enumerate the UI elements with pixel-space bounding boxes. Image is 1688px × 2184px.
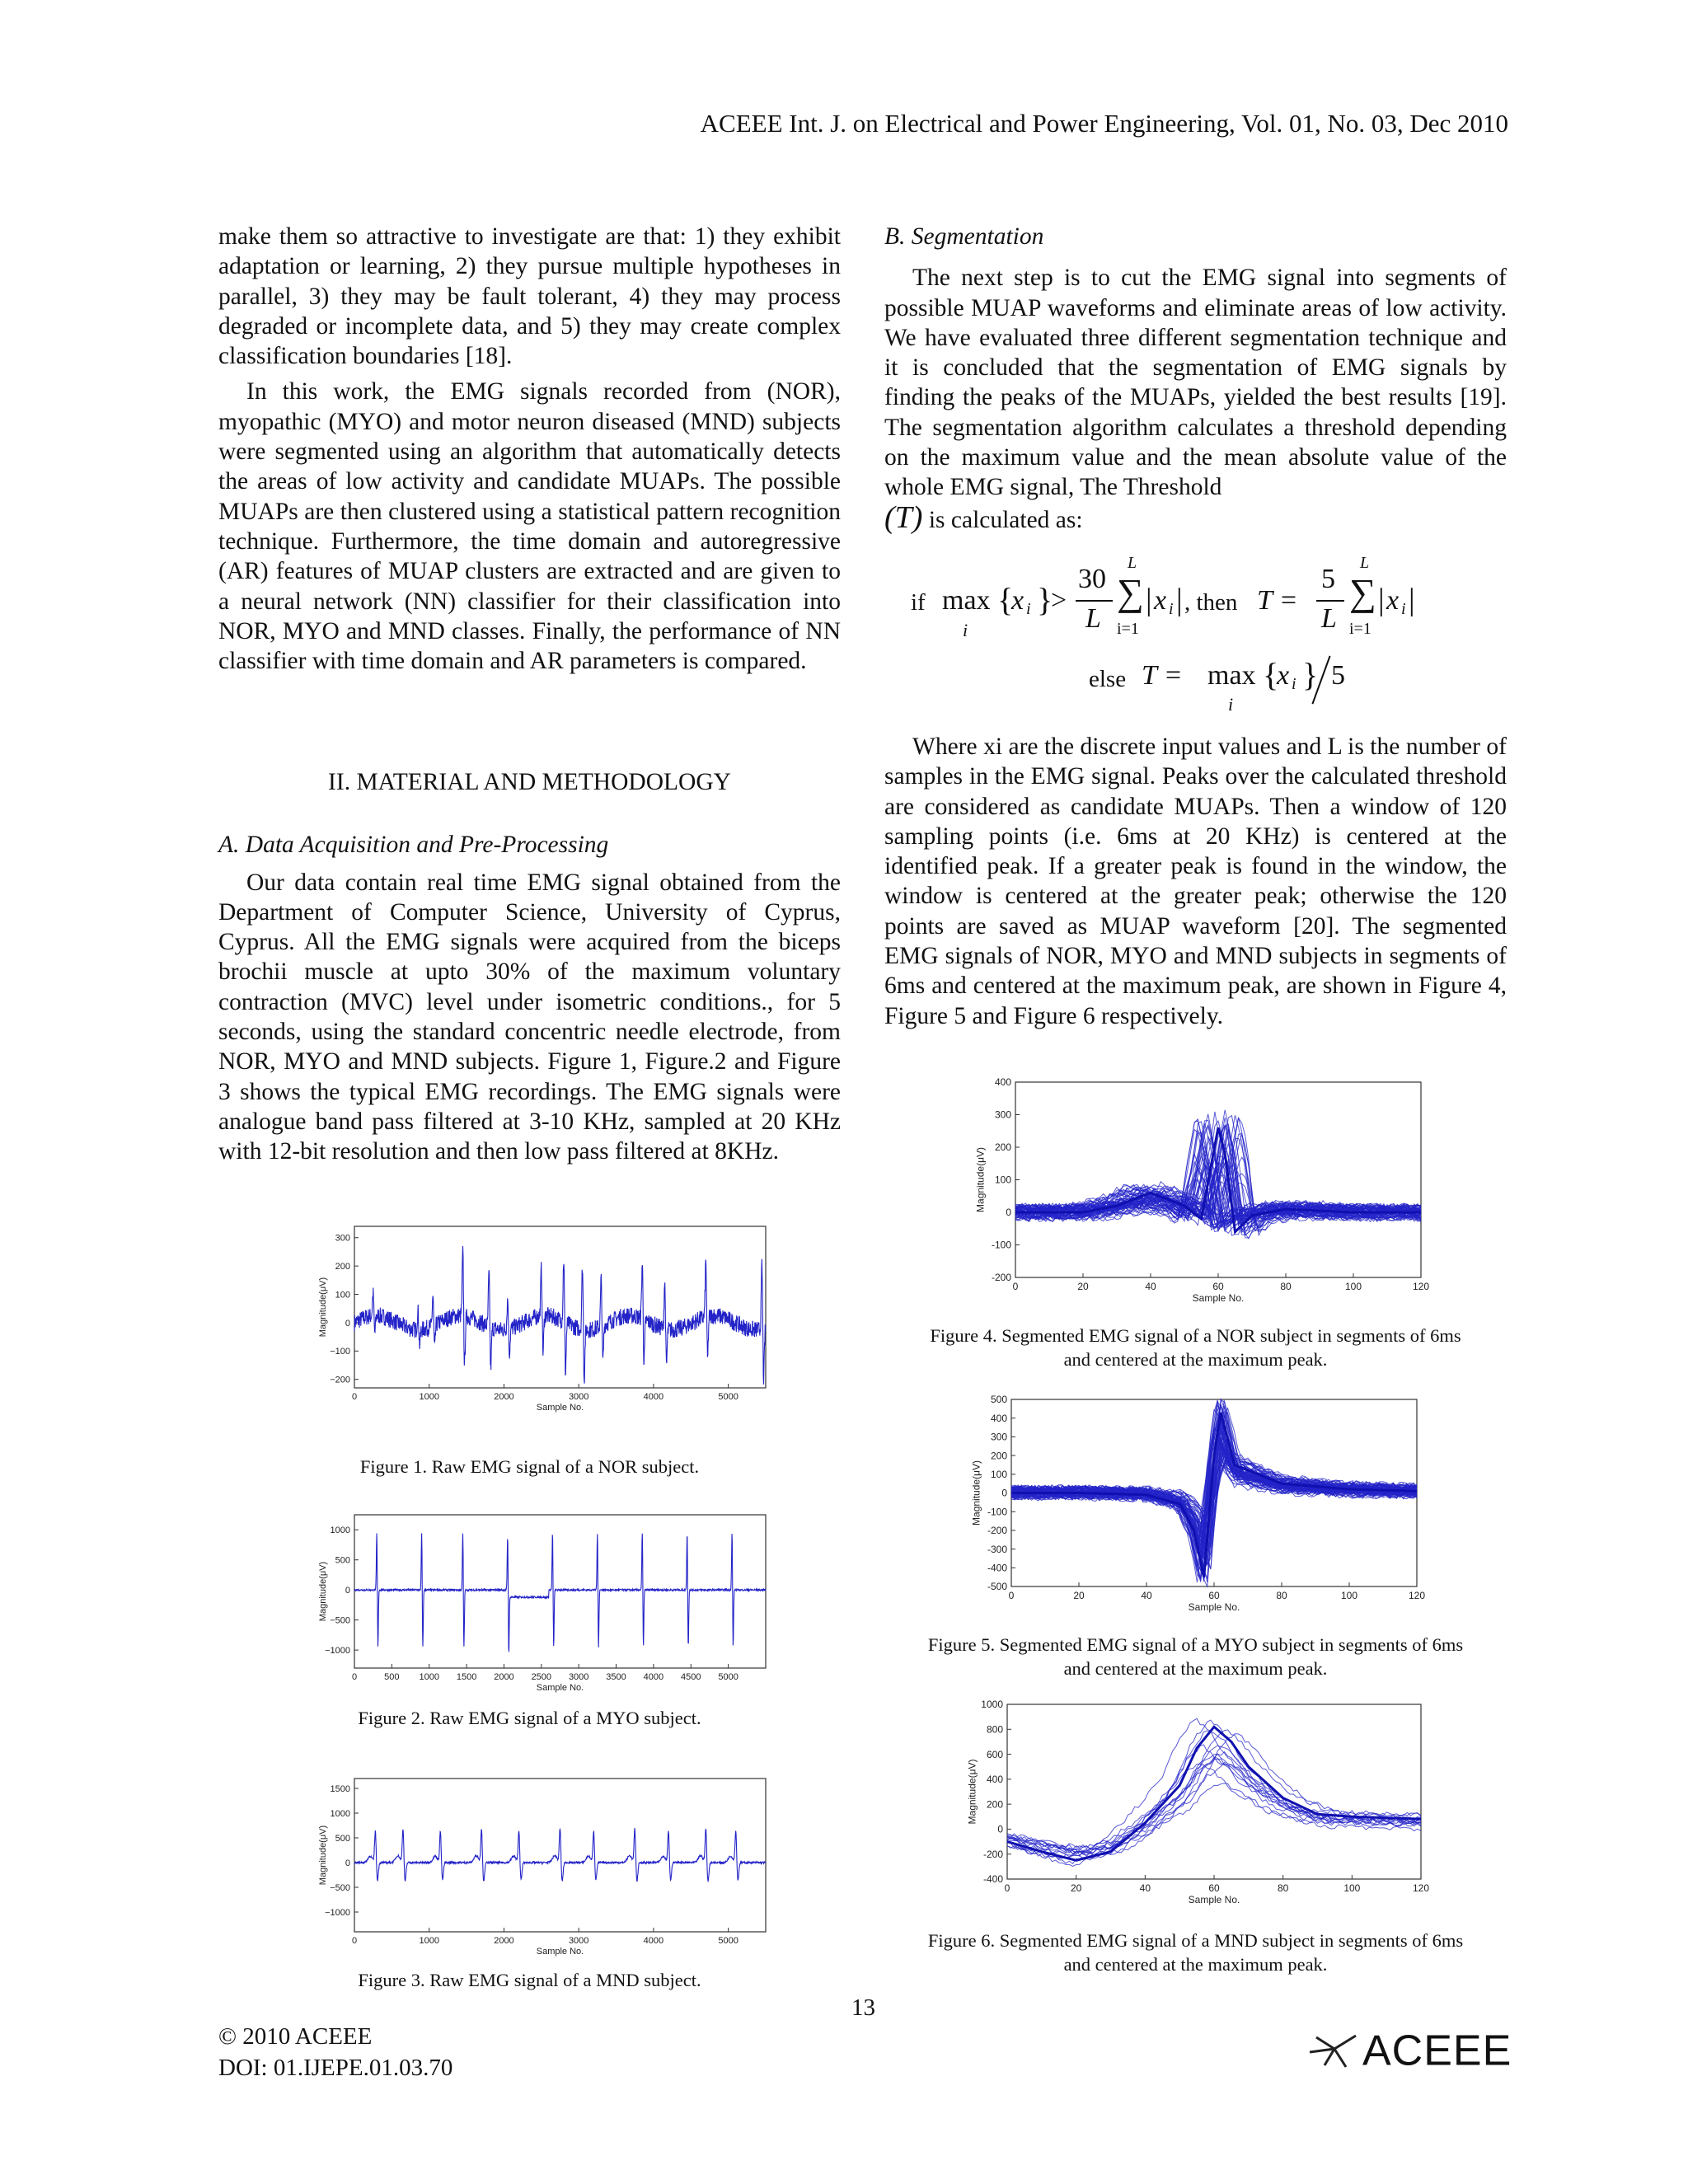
- x-tick-label: 3000: [568, 1672, 589, 1682]
- x-tick-label: 100: [1340, 1590, 1358, 1601]
- y-tick-label: 0: [345, 1586, 350, 1596]
- figure-2: [309, 1508, 771, 1698]
- data-paragraph: Our data contain real time EMG signal obtained from the Department of Computer Science, University of Cyprus, Cyprus. All the EMG signals were acquired from the biceps brochii muscle at upto 30% of the maximum voluntary contraction (MVC) level under isometric conditions., for 5 seconds, using the standard concentric needle electrode, from NOR, MYO and MND subjects. Figure 1, Figure.2 and Figure 3 shows the typical EMG recordings. The EMG signals were analogue band pass filtered at 3-10 KHz, sampled at 20 KHz with 12-bit resolution and then low pass filtered at 8KHz.: [218, 869, 841, 1165]
- x-tick-label: 2500: [531, 1672, 552, 1682]
- y-tick-label: -400: [982, 1873, 1003, 1886]
- x-axis-label: Sample No.: [536, 1683, 584, 1693]
- plot-frame: [354, 1226, 766, 1388]
- y-tick-label: 400: [990, 1412, 1007, 1424]
- y-tick-label: 0: [1006, 1207, 1011, 1219]
- y-tick-label: 0: [997, 1823, 1003, 1835]
- work-paragraph: In this work, the EMG signals recorded from (NOR), myopathic (MYO) and motor neuron diseased (MND) subjects were segmented using an algorithm that automatically detects the areas of low activity and candidate MUAPs. The possible MUAPs are then clustered using a statistical pattern recognition technique. Furthermore, the time domain and autoregressive (AR) features of MUAP clusters are extracted and are given to a neural network (NN) classifier for their classification into NOR, MYO and MND classes. Finally, the performance of NN classifier with time domain and AR parameters is compared.: [218, 378, 841, 675]
- figure-2-chart: [309, 1508, 771, 1698]
- eq-T-equals: T =: [1257, 585, 1298, 616]
- x-tick-label: 0: [351, 1936, 358, 1946]
- page-number: 13: [851, 1994, 875, 2021]
- x-tick-label: 1000: [419, 1672, 439, 1682]
- x-tick-label: 2000: [494, 1392, 514, 1402]
- eq-x-sub-2: i: [1169, 600, 1174, 618]
- aceee-logo: [1306, 2023, 1512, 2075]
- figure-3-chart: [309, 1772, 771, 1961]
- y-tick-label: 500: [335, 1555, 350, 1566]
- x-axis-label: Sample No.: [1188, 1601, 1240, 1613]
- eq-x-sub-3: i: [1401, 600, 1406, 618]
- eq-then: , then: [1184, 589, 1238, 616]
- eq-max-2: max: [1207, 660, 1256, 691]
- y-tick-label: 400: [986, 1774, 1003, 1786]
- figure-4-chart: [964, 1076, 1430, 1310]
- x-tick-label: 3000: [568, 1392, 589, 1402]
- x-tick-label: 120: [1412, 1281, 1430, 1292]
- y-tick-label: −1000: [325, 1907, 350, 1918]
- y-tick-label: −100: [330, 1347, 350, 1357]
- y-tick-label: -100: [991, 1239, 1011, 1251]
- threshold-equation: if max i { x i } > 30 L L ∑ i=1 | x i | , then T = 5 L L ∑ i=1 | x i | else T = max i { x i } 5: [911, 554, 1415, 715]
- x-tick-label: 1000: [419, 1392, 439, 1402]
- eq-if: if: [911, 589, 926, 616]
- y-tick-label: 400: [994, 1076, 1011, 1089]
- x-tick-label: 4000: [643, 1672, 664, 1682]
- aceee-logo-text: ACEEE: [1362, 2027, 1512, 2075]
- y-tick-label: -200: [991, 1272, 1011, 1284]
- right-column-where: [884, 732, 1507, 1031]
- figure-1-chart: [309, 1220, 771, 1418]
- x-tick-label: 4000: [643, 1936, 664, 1946]
- figure-6-caption-line1: Figure 6. Segmented EMG signal of a MND subject in segments of 6ms: [927, 1930, 1464, 1951]
- y-tick-label: −1000: [325, 1645, 350, 1656]
- y-axis-label: Magnitude(μV): [317, 1277, 328, 1338]
- where-paragraph: Where xi are the discrete input values and L is the number of samples in the EMG signal. Peaks over the calculated threshold are considered as candidate MUAPs. Then a window of 120 sampling points (i.e. 6ms at 20 KHz) is centered at the identified peak. If a greater peak is found in the window, the window is centered at the greater peak; otherwise the 120 points are saved as MUAP waveform [20]. The segmented EMG signals of NOR, MYO and MND subjects in segments of 6ms and centered at the maximum peak, are shown in Figure 4, Figure 5 and Figure 6 respectively.: [884, 733, 1507, 1029]
- x-tick-label: 80: [1277, 1882, 1289, 1894]
- y-tick-label: 500: [335, 1833, 350, 1844]
- segmentation-text: The next step is to cut the EMG signal into segments of possible MUAP waveforms and eliminate areas of low activity. We have evaluated three different segmentation technique and it is concluded that the segmentation of EMG signals by finding the peaks of the MUAPs, yielded the best results [19]. The segmentation algorithm calculates a threshold depending on the maximum value and the mean absolute value of the whole EMG signal, The Threshold: [884, 265, 1507, 501]
- x-axis-label: Sample No.: [536, 1403, 584, 1413]
- x-tick-label: 80: [1280, 1281, 1292, 1292]
- section-title: II. MATERIAL AND METHODOLOGY: [328, 769, 731, 795]
- y-tick-label: 0: [345, 1318, 350, 1329]
- y-tick-label: 300: [994, 1108, 1011, 1121]
- y-axis-label: Magnitude(μV): [966, 1759, 978, 1825]
- x-tick-label: 2000: [494, 1936, 514, 1946]
- eq-gt: >: [1051, 585, 1067, 616]
- y-axis-label: Magnitude(μV): [974, 1147, 987, 1212]
- y-tick-label: 0: [1001, 1487, 1007, 1499]
- y-tick-label: 100: [335, 1290, 350, 1301]
- figure-6-caption: [884, 1929, 1507, 1976]
- y-tick-label: 200: [994, 1141, 1011, 1154]
- plot-frame: [354, 1779, 766, 1932]
- threshold-tail: is calculated as:: [928, 506, 1083, 533]
- x-tick-label: 120: [1408, 1590, 1426, 1601]
- x-tick-label: 3000: [568, 1936, 589, 1946]
- right-column-top: [884, 222, 1507, 535]
- y-tick-label: 800: [986, 1723, 1003, 1736]
- x-tick-label: 5000: [718, 1672, 738, 1682]
- eq-T-equals-2: T =: [1142, 660, 1183, 691]
- aceee-logo-icon: [1306, 2031, 1359, 2070]
- eq-num-30: 30: [1078, 564, 1106, 594]
- eq-max-sub-1: i: [963, 620, 968, 640]
- figure-6-chart: [956, 1698, 1430, 1912]
- threshold-symbol: (T): [884, 499, 923, 535]
- x-tick-label: 60: [1208, 1590, 1220, 1601]
- eq-x-sub-1: i: [1026, 600, 1031, 618]
- eq-den-L-1: L: [1085, 603, 1101, 634]
- y-tick-label: -300: [987, 1543, 1007, 1555]
- left-column-top: [218, 222, 841, 676]
- y-tick-label: −200: [330, 1375, 350, 1385]
- subsection-a-title: A. Data Acquisition and Pre-Processing: [218, 832, 609, 859]
- y-tick-label: -100: [987, 1506, 1007, 1518]
- x-tick-label: 40: [1141, 1590, 1152, 1601]
- y-tick-label: 300: [990, 1431, 1007, 1443]
- eq-den-L-2: L: [1321, 603, 1337, 634]
- x-tick-label: 1000: [419, 1936, 439, 1946]
- x-axis-label: Sample No.: [1192, 1292, 1245, 1304]
- segmentation-paragraph: [884, 263, 1507, 535]
- y-tick-label: -400: [987, 1562, 1007, 1574]
- y-axis-label: Magnitude(μV): [317, 1561, 328, 1622]
- y-tick-label: 1000: [981, 1699, 1003, 1711]
- subsection-b-title: B. Segmentation: [884, 223, 1044, 250]
- eq-x-1: x: [1011, 585, 1025, 616]
- figure-4-caption-line2: and centered at the maximum peak.: [1063, 1349, 1328, 1370]
- y-tick-label: -500: [987, 1581, 1007, 1593]
- y-tick-label: 1500: [330, 1783, 350, 1794]
- x-tick-label: 40: [1145, 1281, 1156, 1292]
- y-tick-label: 200: [986, 1798, 1003, 1811]
- eq-sum-bottom-1: i=1: [1117, 620, 1139, 638]
- figure-6-caption-line2: and centered at the maximum peak.: [1063, 1954, 1328, 1975]
- y-tick-label: −500: [330, 1882, 350, 1893]
- x-tick-label: 0: [351, 1672, 358, 1682]
- y-axis-label: Magnitude(μV): [317, 1825, 328, 1886]
- y-tick-label: 1000: [330, 1526, 350, 1536]
- eq-x-4: x: [1277, 660, 1290, 691]
- x-tick-label: 120: [1412, 1882, 1430, 1894]
- x-axis-label: Sample No.: [536, 1947, 584, 1957]
- x-tick-label: 80: [1276, 1590, 1287, 1601]
- figure-3: [309, 1772, 771, 1961]
- x-tick-label: 0: [1008, 1590, 1015, 1601]
- x-tick-label: 60: [1208, 1882, 1220, 1894]
- y-tick-label: 500: [990, 1394, 1007, 1406]
- y-tick-label: 300: [335, 1233, 350, 1244]
- x-tick-label: 5000: [718, 1392, 738, 1402]
- x-tick-label: 4000: [643, 1392, 664, 1402]
- eq-num-5: 5: [1321, 564, 1335, 594]
- y-tick-label: 0: [345, 1858, 350, 1868]
- x-tick-label: 2000: [494, 1672, 514, 1682]
- figure-6: [956, 1698, 1430, 1912]
- x-tick-label: 500: [384, 1672, 400, 1682]
- eq-x-sub-4: i: [1292, 675, 1296, 693]
- figure-2-caption: Figure 2. Raw EMG signal of a MYO subject.: [358, 1708, 701, 1728]
- y-tick-label: 600: [986, 1748, 1003, 1760]
- x-tick-label: 20: [1077, 1281, 1089, 1292]
- figure-4: [964, 1076, 1430, 1310]
- figure-5-caption-line2: and centered at the maximum peak.: [1063, 1658, 1328, 1679]
- x-tick-label: 20: [1070, 1882, 1082, 1894]
- eq-sum-top-2: L: [1360, 554, 1370, 572]
- x-tick-label: 4500: [681, 1672, 701, 1682]
- x-tick-label: 60: [1212, 1281, 1224, 1292]
- y-tick-label: 100: [994, 1174, 1011, 1186]
- figure-1: [309, 1220, 771, 1418]
- x-tick-label: 0: [351, 1392, 358, 1402]
- figure-5: [960, 1393, 1426, 1619]
- y-axis-label: Magnitude(μV): [970, 1460, 982, 1526]
- eq-x-3: x: [1386, 585, 1400, 616]
- copyright: © 2010 ACEEE: [218, 2023, 373, 2050]
- eq-div-5: 5: [1331, 660, 1345, 691]
- figure-5-chart: [960, 1393, 1426, 1619]
- y-tick-label: -200: [982, 1848, 1003, 1860]
- y-tick-label: 200: [335, 1261, 350, 1272]
- y-tick-label: −500: [330, 1615, 350, 1626]
- x-tick-label: 0: [1012, 1281, 1019, 1292]
- x-axis-label: Sample No.: [1188, 1894, 1240, 1905]
- footer-info: [218, 2021, 452, 2083]
- x-tick-label: 100: [1344, 1281, 1362, 1292]
- y-tick-label: 100: [990, 1469, 1007, 1480]
- x-tick-label: 20: [1073, 1590, 1085, 1601]
- doi: DOI: 01.IJEPE.01.03.70: [218, 2055, 453, 2081]
- eq-max-1: max: [942, 585, 991, 616]
- x-tick-label: 40: [1139, 1882, 1151, 1894]
- x-tick-label: 5000: [718, 1936, 738, 1946]
- x-tick-label: 100: [1343, 1882, 1361, 1894]
- eq-else: else: [1089, 666, 1127, 692]
- figure-4-caption-line1: Figure 4. Segmented EMG signal of a NOR subject in segments of 6ms: [930, 1325, 1461, 1346]
- eq-max-sub-2: i: [1228, 694, 1234, 715]
- figure-5-caption: [884, 1633, 1507, 1680]
- figure-5-caption-line1: Figure 5. Segmented EMG signal of a MYO subject in segments of 6ms: [927, 1634, 1464, 1655]
- eq-sum-bottom-2: i=1: [1349, 620, 1372, 638]
- x-tick-label: 0: [1004, 1882, 1010, 1894]
- figure-4-caption: [884, 1324, 1507, 1371]
- y-tick-label: 200: [990, 1450, 1007, 1462]
- left-column-bottom: [218, 767, 841, 1167]
- y-tick-label: -200: [987, 1525, 1007, 1537]
- figure-3-caption: Figure 3. Raw EMG signal of a MND subject.: [358, 1970, 701, 1990]
- journal-header: ACEEE Int. J. on Electrical and Power Engineering, Vol. 01, No. 03, Dec 2010: [700, 109, 1508, 138]
- y-tick-label: 1000: [330, 1808, 350, 1819]
- x-tick-label: 1500: [456, 1672, 477, 1682]
- eq-sum-top-1: L: [1128, 554, 1137, 572]
- intro-paragraph: make them so attractive to investigate are that: 1) they exhibit adaptation or learning, 2) they pursue multiple hypotheses in parallel, 3) they may be fault tolerant, 4) they may process degraded or incomplete data, and 5) they may create complex classification boundaries [18].: [218, 223, 841, 370]
- figure-1-caption: Figure 1. Raw EMG signal of a NOR subject.: [359, 1456, 700, 1477]
- x-tick-label: 3500: [606, 1672, 626, 1682]
- eq-x-2: x: [1154, 585, 1167, 616]
